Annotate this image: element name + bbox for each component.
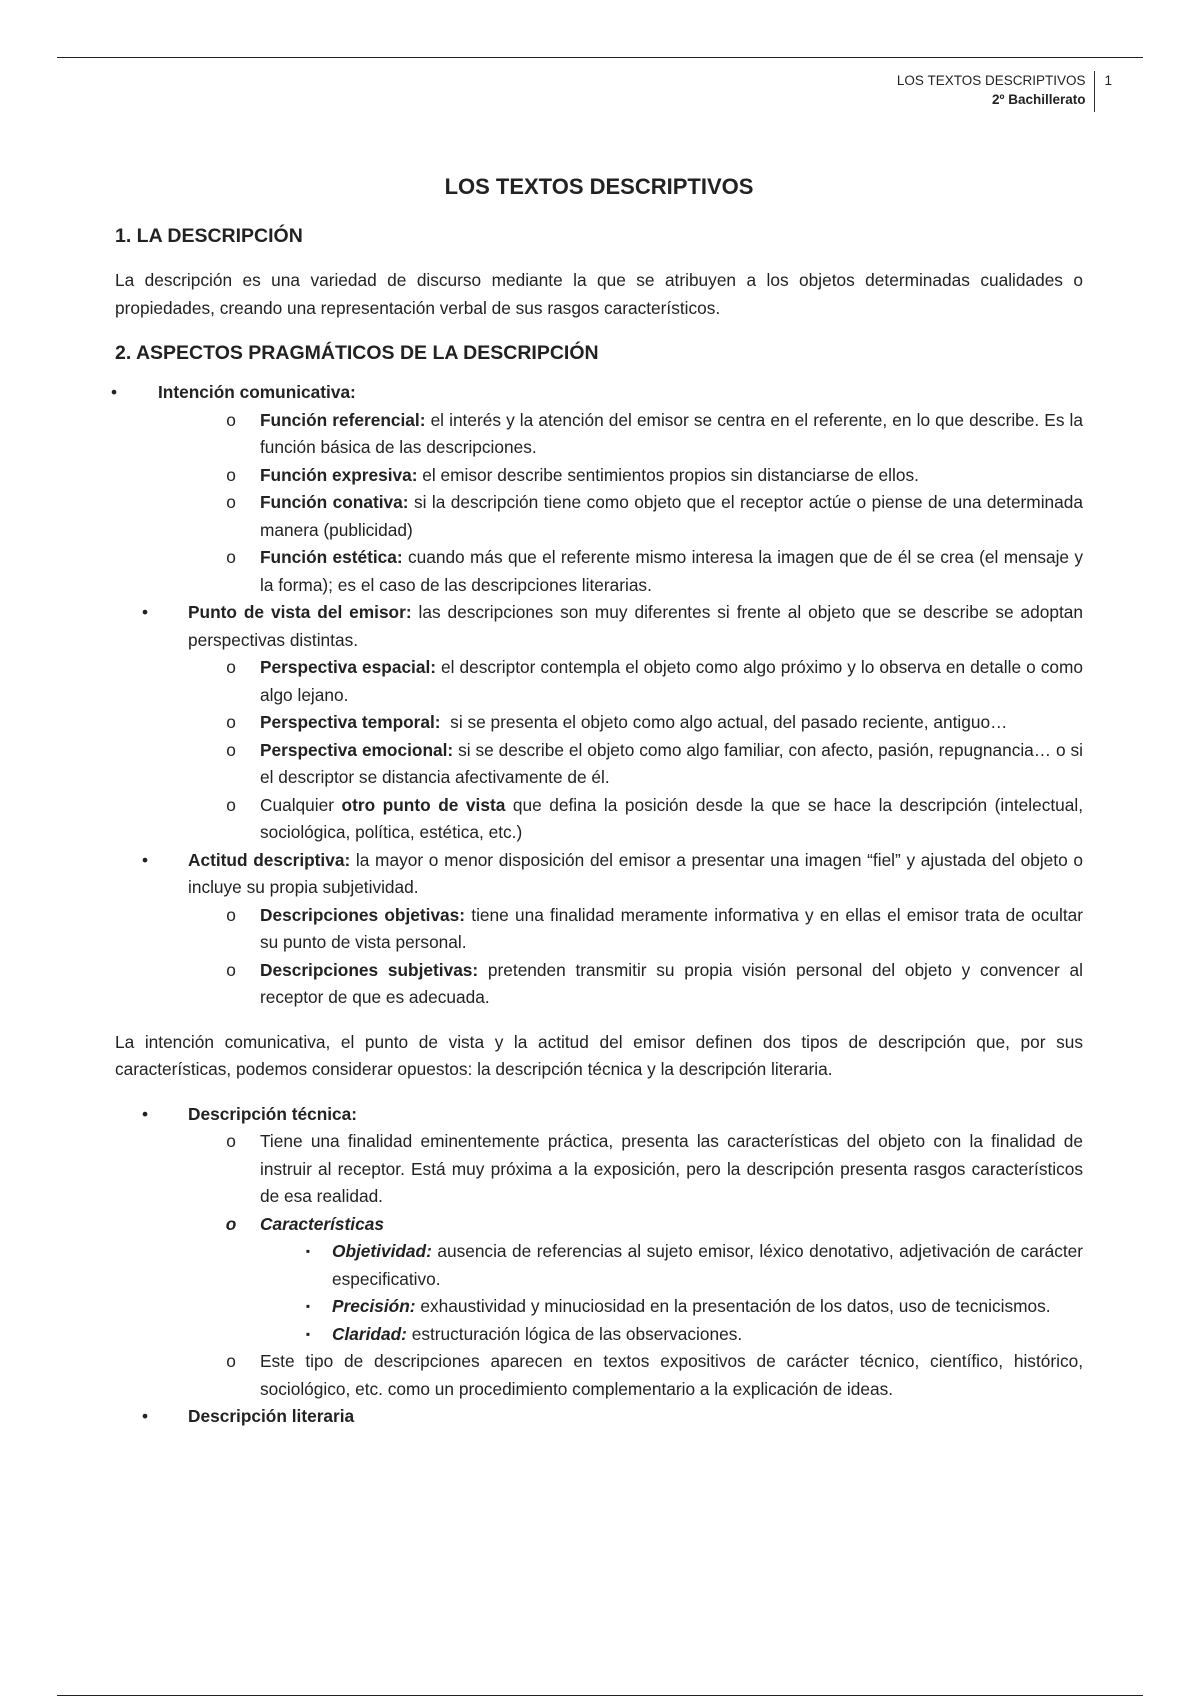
section-1-heading: 1. LA DESCRIPCIÓN xyxy=(115,225,303,247)
page-number: 1 xyxy=(1104,73,1112,88)
description-types-list xyxy=(115,1101,1083,1431)
item-label: Objetividad: xyxy=(332,1241,432,1261)
item-text: estructuración lógica de las observaciones. xyxy=(406,1323,743,1344)
bullet-icon: • xyxy=(141,849,149,870)
list-item-descripcion-tecnica xyxy=(115,1101,1083,1129)
item-label: Descripciones objetivas: xyxy=(260,904,466,925)
item-text: pretenden transmitir su propia visión personal del objeto y convencer al receptor de que es adecuada. xyxy=(260,959,1083,1007)
document-body xyxy=(110,172,1084,1431)
list-item-actitud xyxy=(115,847,1083,902)
page-header xyxy=(897,71,1112,112)
list-item-descripciones-objetivas xyxy=(115,902,1083,957)
item-text: tiene una finalidad meramente informativa y en ellas el emisor trata de ocultar su punto de vista personal. xyxy=(260,904,1083,952)
circle-bullet-icon: o xyxy=(226,794,236,815)
circle-bullet-icon: o xyxy=(226,492,236,512)
item-label: Función estética: xyxy=(260,547,403,567)
list-item-funcion-conativa xyxy=(115,489,1083,544)
bullet-icon: • xyxy=(141,1406,149,1426)
item-label: otro punto de vista xyxy=(341,794,506,815)
punto-vista-text: las descripciones son muy diferentes si frente al objeto que se describe se adoptan perspectivas distintas. xyxy=(188,602,1083,650)
list-item-perspectiva-espacial xyxy=(115,654,1083,709)
square-bullet-icon: ▪ xyxy=(305,1326,311,1341)
header-course: 2º Bachillerato xyxy=(992,92,1086,107)
list-item-caracteristicas xyxy=(115,1211,1083,1239)
item-text: ausencia de referencias al sujeto emisor, léxico denotativo, adjetivación de carácter especificativo. xyxy=(332,1241,1083,1289)
item-text: Este tipo de descripciones aparecen en textos expositivos de carácter técnico, científico, histórico, sociológico, etc. como un procedimiento complementario a la explicación de ideas. xyxy=(260,1351,1083,1399)
bottom-rule xyxy=(57,1695,1143,1696)
pragmatic-aspects-list xyxy=(110,379,1084,1012)
list-item-funcion-expresiva xyxy=(115,462,1083,490)
list-item-precision xyxy=(115,1293,1083,1321)
item-label: Función referencial: xyxy=(260,409,426,430)
item-text: el descriptor contempla el objeto como algo próximo y lo observa en detalle o como algo lejano. xyxy=(260,657,1083,705)
bullet-icon: • xyxy=(141,602,149,622)
circle-bullet-icon: o xyxy=(226,712,236,732)
circle-bullet-icon: o xyxy=(226,657,236,677)
list-item-otro-punto-vista xyxy=(115,792,1083,847)
actitud-text: la mayor o menor disposición del emisor a presentar una imagen “fiel” y ajustada del objeto o incluye su propia subjetividad. xyxy=(188,849,1083,897)
item-text: si la descripción tiene como objeto que el receptor actúe o piense de una determinada manera (publicidad) xyxy=(260,492,1083,540)
list-item-tecnica-finalidad xyxy=(115,1128,1083,1211)
circle-bullet-icon: o xyxy=(226,547,236,567)
caracteristicas-label: Características xyxy=(260,1213,384,1234)
header-doc-title: LOS TEXTOS DESCRIPTIVOS xyxy=(896,73,1086,88)
item-label: Descripciones subjetivas: xyxy=(260,959,479,980)
bullet-icon: • xyxy=(141,1103,149,1124)
square-bullet-icon: ▪ xyxy=(305,1244,311,1258)
item-label: Perspectiva emocional: xyxy=(260,739,454,760)
section-2-paragraph: La intención comunicativa, el punto de vista y la actitud del emisor definen dos tipos de descripción que, por sus características, podemos considerar opuestos: la descripción técnica y la descripción literaria. xyxy=(115,1031,1083,1079)
circle-bullet-icon: o xyxy=(226,1131,236,1151)
item-text: Tiene una finalidad eminentemente práctica, presenta las características del objeto con la finalidad de instruir al receptor. Está muy próxima a la exposición, pero la descripción presenta rasgos característicos de esa realidad. xyxy=(260,1131,1083,1206)
list-item-descripcion-literaria xyxy=(115,1403,1083,1431)
item-label: Perspectiva espacial: xyxy=(260,657,437,677)
circle-bullet-icon: o xyxy=(226,739,236,760)
item-text: cuando más que el referente mismo interesa la imagen que de él se crea (el mensaje y la forma); es el caso de las descripciones literarias. xyxy=(260,547,1083,595)
list-item-perspectiva-temporal xyxy=(115,709,1083,737)
circle-bullet-icon: o xyxy=(226,959,236,980)
item-text: el interés y la atención del emisor se centra en el referente, en lo que describe. Es la función básica de las descripciones. xyxy=(260,409,1084,457)
circle-bullet-icon: o xyxy=(225,1213,237,1234)
list-item-funcion-estetica xyxy=(115,544,1083,599)
list-item-claridad xyxy=(115,1321,1083,1349)
item-label: Función conativa: xyxy=(260,492,409,512)
item-label: Claridad: xyxy=(332,1323,407,1344)
list-item-perspectiva-emocional xyxy=(115,737,1083,792)
list-item-funcion-referencial xyxy=(115,407,1083,462)
square-bullet-icon: ▪ xyxy=(305,1299,311,1313)
list-item-punto-vista xyxy=(115,599,1083,654)
bullet-icon: • xyxy=(110,382,118,402)
list-item-intencion xyxy=(110,379,1083,407)
item-label: Función expresiva: xyxy=(260,464,418,485)
literaria-label: Descripción literaria xyxy=(188,1406,355,1426)
item-label: Perspectiva temporal: xyxy=(260,712,441,732)
list-item-tecnica-textos xyxy=(115,1348,1083,1403)
circle-bullet-icon: o xyxy=(226,409,236,430)
circle-bullet-icon: o xyxy=(226,904,236,925)
top-rule xyxy=(57,57,1143,58)
item-text: si se describe el objeto como algo familiar, con afecto, pasión, repugnancia… o si el descriptor se distancia afectivamente de él. xyxy=(260,739,1083,787)
section-2-heading: 2. ASPECTOS PRAGMÁTICOS DE LA DESCRIPCIÓN xyxy=(115,342,599,364)
punto-vista-label: Punto de vista del emisor: xyxy=(188,602,412,622)
list-item-descripciones-subjetivas xyxy=(115,957,1083,1012)
item-text: si se presenta el objeto como algo actual, del pasado reciente, antiguo… xyxy=(440,712,1008,732)
item-pre: Cualquier xyxy=(260,794,342,815)
item-text: exhaustividad y minuciosidad en la presentación de los datos, uso de tecnicismos. xyxy=(415,1296,1051,1316)
circle-bullet-icon: o xyxy=(226,1351,236,1371)
tecnica-label: Descripción técnica: xyxy=(188,1103,358,1124)
document-title: LOS TEXTOS DESCRIPTIVOS xyxy=(444,174,754,199)
list-item-objetividad xyxy=(115,1238,1083,1293)
section-1-paragraph: La descripción es una variedad de discurso mediante la que se atribuyen a los objetos determinadas cualidades o propiedades, creando una representación verbal de sus rasgos característicos. xyxy=(115,270,1083,318)
actitud-label: Actitud descriptiva: xyxy=(188,849,351,870)
item-text: el emisor describe sentimientos propios sin distanciarse de ellos. xyxy=(417,464,919,485)
circle-bullet-icon: o xyxy=(226,464,236,485)
header-text xyxy=(897,71,1096,112)
item-label: Precisión: xyxy=(332,1296,416,1316)
item-text: que defina la posición desde la que se hace la descripción (intelectual, sociológica, política, estética, etc.) xyxy=(260,794,1084,842)
intencion-label: Intención comunicativa: xyxy=(158,382,356,402)
